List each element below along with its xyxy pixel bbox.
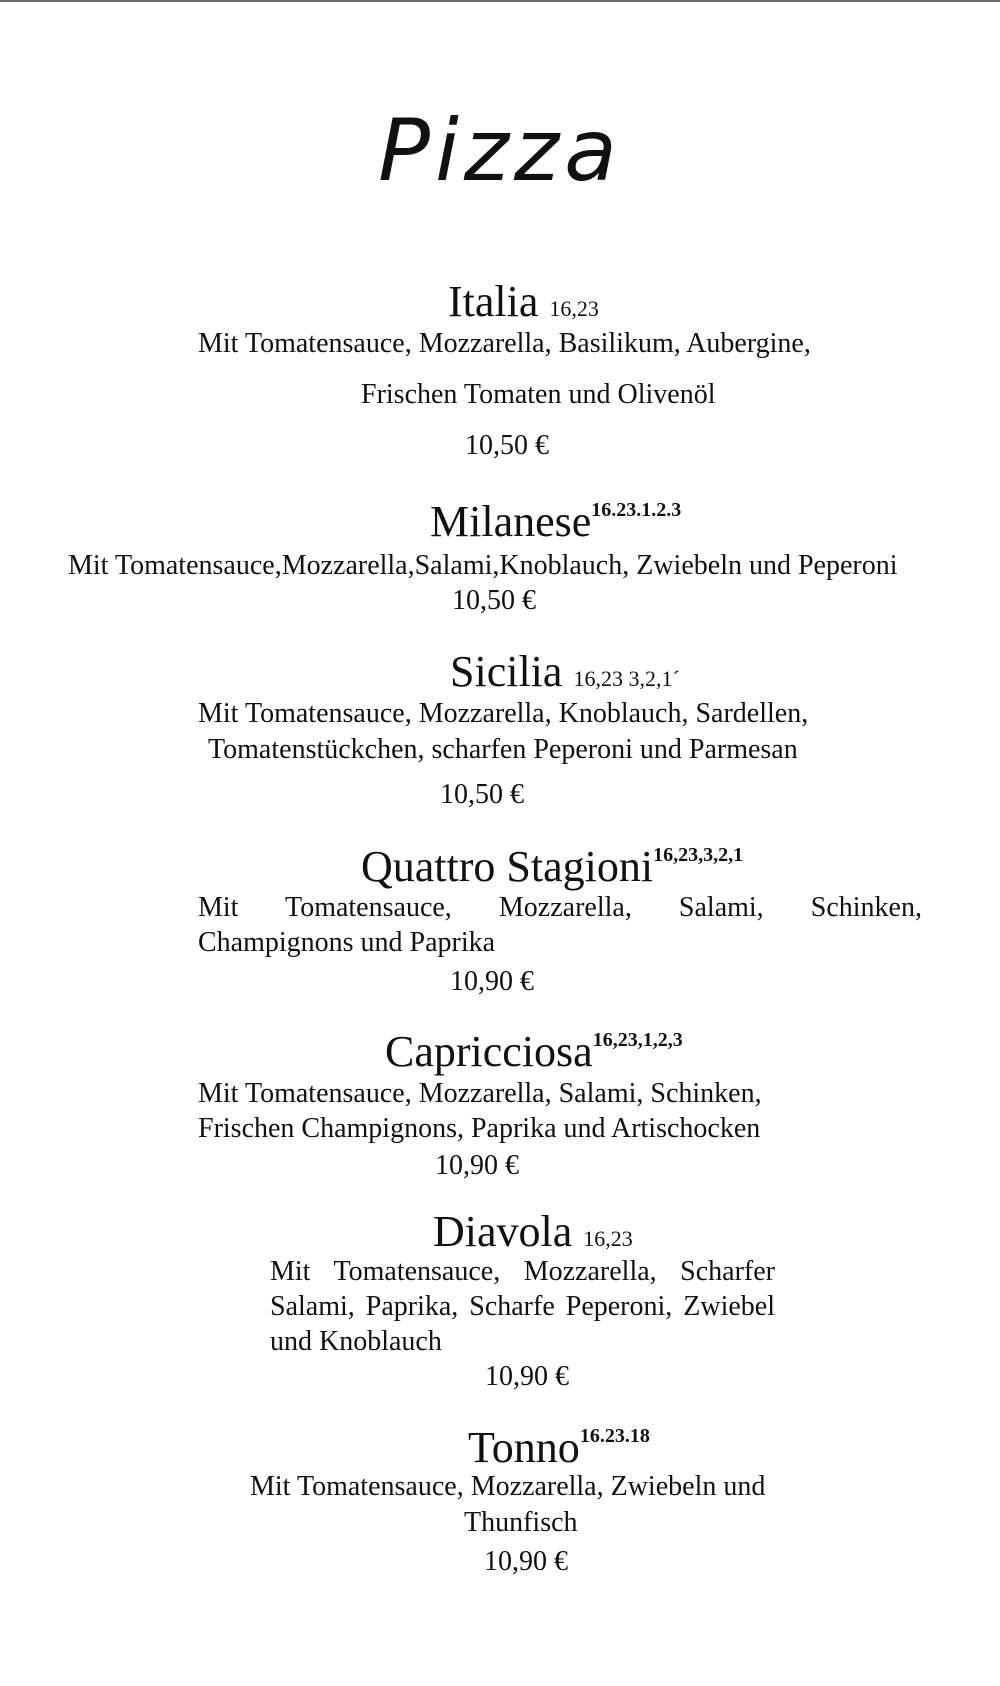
allergen-codes: 16,23	[583, 1226, 633, 1251]
allergen-codes: 16,23 3,2,1´	[573, 666, 680, 691]
item-price: 10,50 €	[465, 430, 549, 461]
item-name-text: Italia	[448, 277, 539, 326]
allergen-codes: 16.23.18	[579, 1425, 650, 1447]
item-description-line: Mit Tomatensauce, Mozzarella, Salami, Schinken,	[198, 1078, 762, 1109]
menu-item-name	[385, 1027, 683, 1076]
item-price: 10,90 €	[485, 1361, 569, 1392]
item-name-text: Diavola	[433, 1207, 573, 1256]
item-description-line: Mit Tomatensauce, Mozzarella, Basilikum, Aubergine,	[198, 328, 811, 359]
item-description-line: Frischen Champignons, Paprika und Artischocken	[198, 1113, 761, 1144]
item-description-line: Frischen Tomaten und Olivenöl	[361, 379, 716, 410]
item-price: 10,50 €	[440, 779, 524, 810]
item-description: Mit Tomatensauce, Mozzarella, Scharfer Salami, Paprika, Scharfe Peperoni, Zwiebel und Knoblauch	[270, 1256, 775, 1357]
allergen-codes: 16,23,3,2,1	[653, 844, 744, 866]
item-description-line: Tomatenstückchen, scharfen Peperoni und Parmesan	[208, 734, 798, 765]
item-price: 10,90 €	[435, 1150, 519, 1181]
item-description-line: Thunfisch	[464, 1507, 578, 1538]
item-name-text: Capricciosa	[385, 1027, 593, 1076]
item-price: 10,50 €	[452, 585, 536, 616]
top-border	[0, 0, 1000, 2]
item-name-text: Milanese	[430, 497, 592, 546]
menu-item-name	[361, 842, 744, 891]
allergen-codes: 16,23	[549, 296, 599, 321]
item-name-text: Sicilia	[450, 647, 563, 696]
menu-item-name	[430, 497, 682, 546]
item-price: 10,90 €	[450, 966, 534, 997]
menu-item-name	[450, 647, 680, 696]
item-name-text: Quattro Stagioni	[361, 842, 654, 891]
item-description: Mit Tomatensauce, Mozzarella, Salami, Schinken, Champignons und Paprika	[198, 892, 922, 958]
allergen-codes: 16,23,1,2,3	[592, 1029, 683, 1051]
page-title: Pizza	[378, 101, 622, 201]
menu-item-name	[468, 1423, 650, 1472]
item-description-line: Mit Tomatensauce, Mozzarella, Zwiebeln und	[250, 1471, 766, 1502]
item-price: 10,90 €	[484, 1546, 568, 1577]
item-description-line: Mit Tomatensauce,Mozzarella,Salami,Knoblauch, Zwiebeln und Peperoni	[68, 550, 898, 581]
item-name-text: Tonno	[468, 1423, 580, 1472]
menu-item-name	[433, 1207, 633, 1256]
allergen-codes: 16.23.1.2.3	[591, 499, 682, 521]
item-description-line: Mit Tomatensauce, Mozzarella, Knoblauch, Sardellen,	[198, 698, 809, 729]
menu-item-name	[448, 277, 599, 326]
